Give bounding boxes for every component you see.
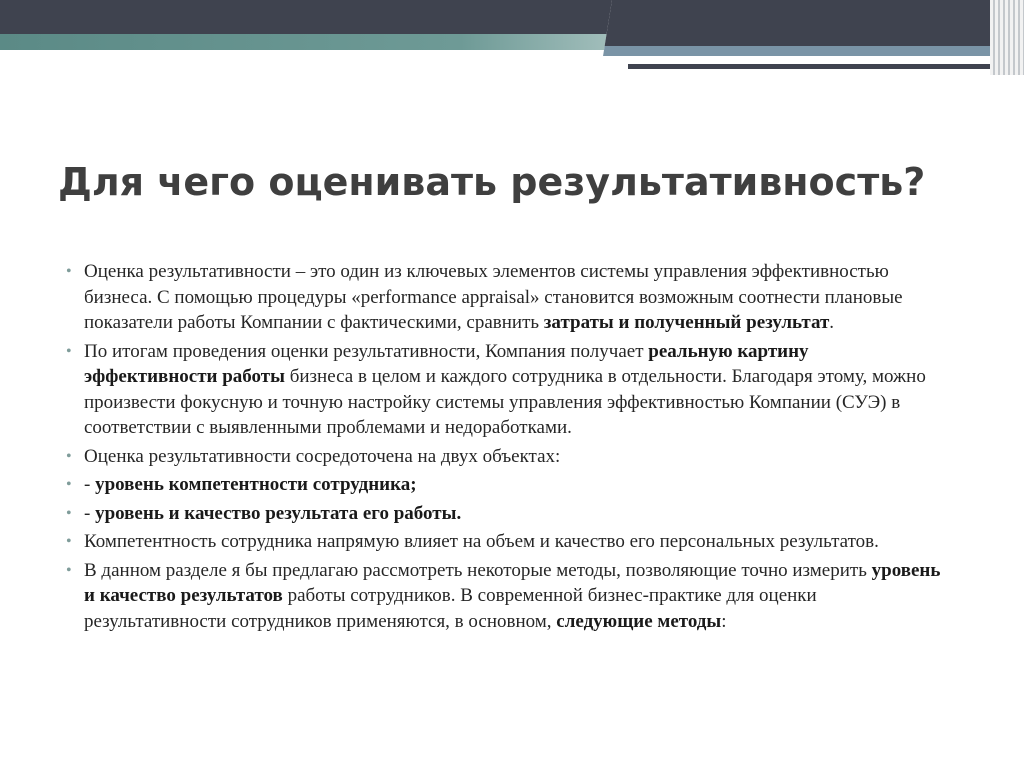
bullet-item [66, 501, 946, 527]
bullet-marker: • [66, 561, 72, 579]
slide-title: Для чего оценивать результативность? [58, 160, 926, 204]
bullet-marker: • [66, 263, 72, 280]
bullet-text: Оценка результативности – это один из ключевых элементов системы управления эффективностью бизнеса. С помощью процедуры «performance appraisal» становится возможным соотнести плановые показатели работы Компании с фактическими, сравнить [84, 261, 903, 333]
bullet-list [66, 259, 946, 637]
bullet-bold-text: уровень и качество результата его работы. [95, 502, 462, 524]
header-stripe [600, 0, 1024, 46]
bullet-text: . [829, 312, 835, 333]
header-corner-panel [600, 0, 1024, 75]
bullet-text: Оценка результативности сосредоточена на двух объектах: [84, 445, 561, 467]
bullet-marker: • [66, 533, 72, 550]
bullet-marker: • [66, 342, 72, 360]
header-vertical-bars [990, 0, 1024, 75]
bullet-text: Компетентность сотрудника напрямую влияет на объем и качество его персональных результатов. [84, 531, 879, 552]
bullet-text: - [84, 502, 96, 524]
bullet-marker: • [66, 447, 72, 465]
header-stripe [600, 46, 1024, 56]
bullet-item [66, 529, 946, 555]
bullet-item [66, 444, 946, 470]
bullet-item [66, 472, 946, 498]
bullet-text: работы сотрудников. В современной бизнес-практике для оценки результативности сотрудников применяются, в основном, [84, 585, 817, 632]
bullet-bold-text: затраты и полученный результат [543, 312, 830, 333]
bullet-text: В данном разделе я бы предлагаю рассмотреть некоторые методы, позволяющие точно измерить [84, 559, 872, 581]
bullet-item [66, 558, 946, 635]
bullet-item [66, 339, 946, 441]
bullet-marker: • [66, 504, 72, 522]
bullet-text: бизнеса в целом и каждого сотрудника в отдельности. Благодаря этому, можно произвести фокусную и точную настройку системы управления эффективностью Компании (СУЭ) в соответствии с выявленными проблемами и недоработками. [84, 366, 926, 438]
bullet-text: - [84, 474, 96, 495]
bullet-bold-text: уровень компетентности сотрудника; [95, 474, 417, 495]
header-stripe [628, 64, 1024, 69]
bullet-bold-text: уровень и качество результатов [84, 559, 941, 606]
bullet-marker: • [66, 476, 72, 493]
bullet-text: По итогам проведения оценки результативности, Компания получает [84, 340, 649, 362]
bullet-bold-text: следующие методы [556, 610, 722, 632]
bullet-text: : [721, 610, 727, 632]
bullet-item [66, 259, 946, 336]
bullet-bold-text: реальную картину эффективности работы [84, 340, 809, 387]
